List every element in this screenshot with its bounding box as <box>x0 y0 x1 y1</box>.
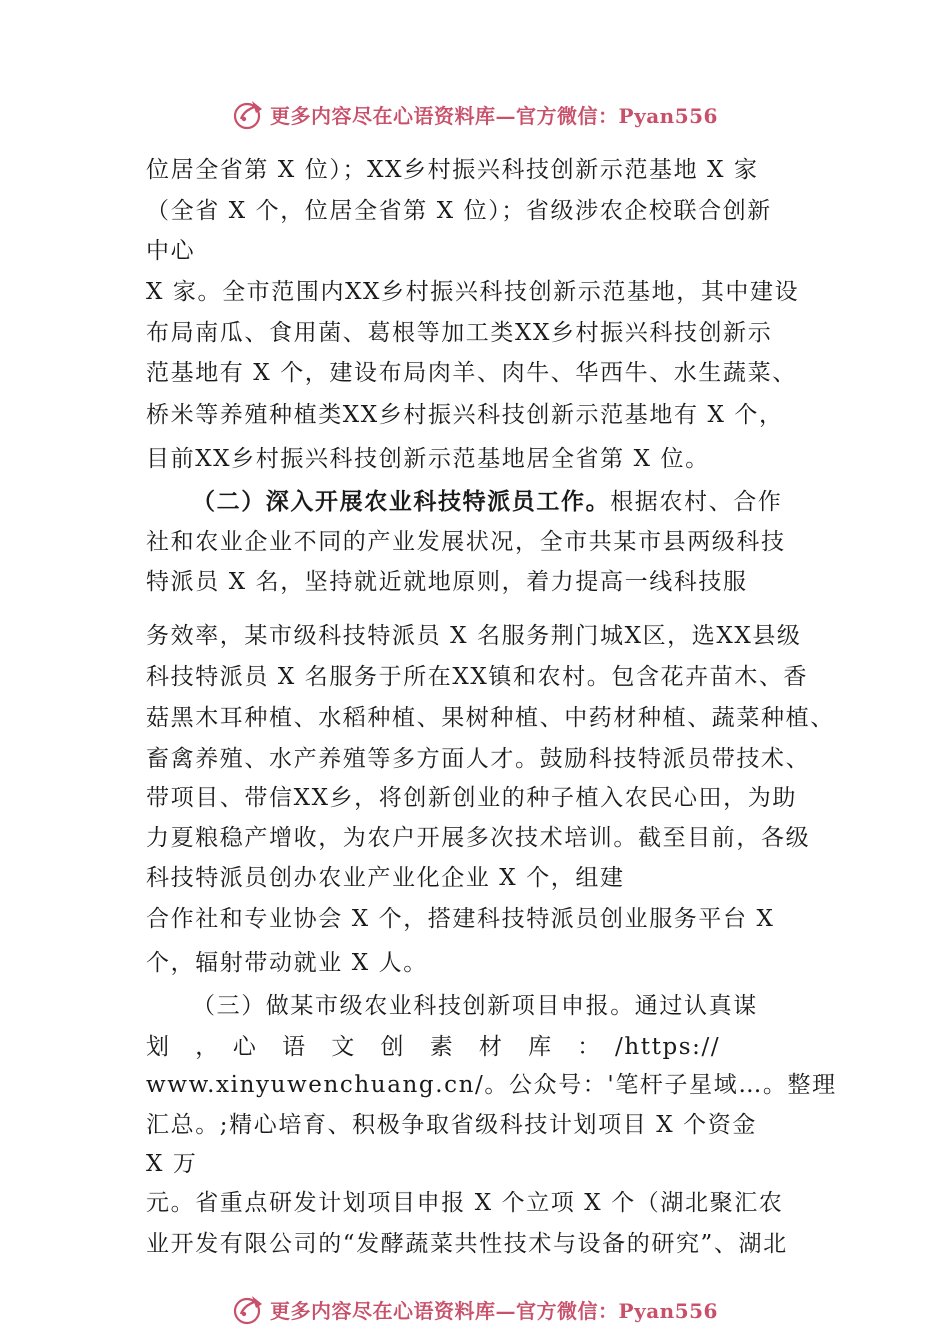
text-line: 带项目、带信XX乡，将创新创业的种子植入农民心田，为助 <box>146 785 797 811</box>
text-line: 社和农业企业不同的产业发展状况，全市共某市县两级科技 <box>146 529 786 555</box>
text-line: （全省 X 个，位居全省第 X 位）；省级涉农企校联合创新 <box>146 198 772 224</box>
text-line: 中心 <box>146 238 196 264</box>
text-line: 科技特派员 X 名服务于所在XX镇和农村。包含花卉苗木、香 <box>146 664 809 690</box>
text-line: 菇黑木耳种植、水稻种植、果树种植、中药材种植、蔬菜种植、 <box>146 705 835 731</box>
text-line: 务效率，某市级科技特派员 X 名服务荆门城X区，选XX县级 <box>146 623 802 649</box>
text-line: 力夏粮稳产增收，为农户开展多次技术培训。截至目前，各级 <box>146 825 811 851</box>
text-line: 合作社和专业协会 X 个，搭建科技特派员创业服务平台 X <box>146 906 775 932</box>
text-line: 目前XX乡村振兴科技创新示范基地居全省第 X 位。 <box>146 446 710 472</box>
text-line: X 家。全市范围内XX乡村振兴科技创新示范基地，其中建设 <box>146 279 800 305</box>
section-2-heading: （二）深入开展农业科技特派员工作。 <box>192 488 611 515</box>
banner-text: 更多内容尽在心语资料库—官方微信：Pyan556 <box>270 1298 718 1323</box>
text-line: X 万 <box>146 1151 198 1177</box>
brand-logo-icon <box>232 97 266 131</box>
section-2-line <box>192 487 782 517</box>
text-line: 科技特派员创办农业产业化企业 X 个，组建 <box>146 865 625 891</box>
banner-text: 更多内容尽在心语资料库—官方微信：Pyan556 <box>270 103 718 128</box>
footer-banner <box>0 1289 950 1329</box>
text-line: 元。省重点研发计划项目申报 X 个立项 X 个（湖北聚汇农 <box>146 1190 784 1216</box>
text-line: 布局南瓜、食用菌、葛根等加工类XX乡村振兴科技创新示 <box>146 320 773 346</box>
text-line: 特派员 X 名，坚持就近就地原则，着力提高一线科技服 <box>146 569 748 595</box>
text-line: www.xinyuwenchuang.cn/。公众号：'笔杆子星域…。整理 <box>146 1072 837 1098</box>
text-line: 业开发有限公司的“发酵蔬菜共性技术与设备的研究”、湖北 <box>146 1231 788 1257</box>
header-banner <box>0 94 950 134</box>
brand-logo-icon <box>232 1292 266 1326</box>
text-line: 范基地有 X 个，建设布局肉羊、肉牛、华西牛、水生蔬菜、 <box>146 360 797 386</box>
text-line: （三）做某市级农业科技创新项目申报。通过认真谋 <box>192 993 758 1019</box>
text-line: 汇总。;精心培育、积极争取省级科技计划项目 X 个资金 <box>146 1112 757 1138</box>
text-line: 个，辐射带动就业 X 人。 <box>146 950 428 976</box>
text-line: 位居全省第 X 位）；XX乡村振兴科技创新示范基地 X 家 <box>146 157 759 183</box>
section-2-text: 根据农村、合作 <box>610 489 783 515</box>
text-line: 划 ， 心 语 文 创 素 材 库 ： /https:// <box>146 1034 721 1060</box>
text-line: 桥米等养殖种植类XX乡村振兴科技创新示范基地有 X 个， <box>146 402 784 428</box>
text-line: 畜禽养殖、水产养殖等多方面人才。鼓励科技特派员带技术、 <box>146 746 811 772</box>
